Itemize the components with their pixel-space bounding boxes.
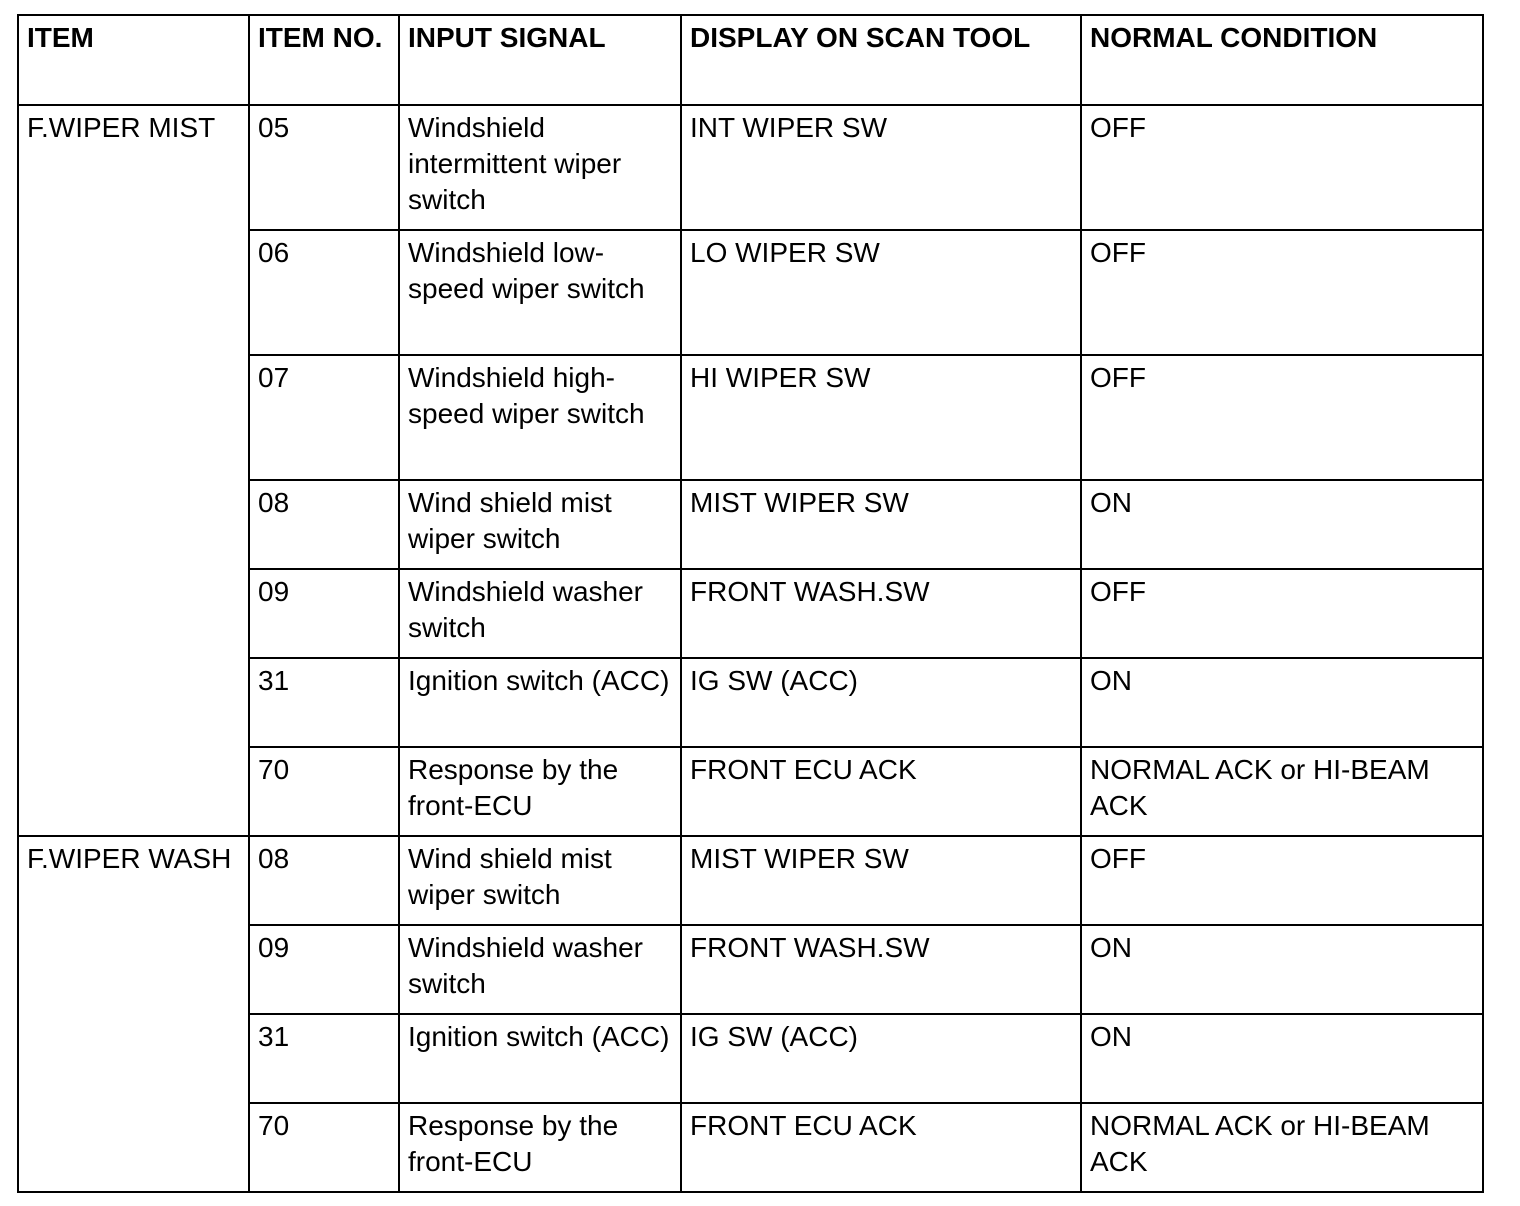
header-item: ITEM bbox=[18, 15, 249, 105]
input-signal: Response by the front-ECU bbox=[399, 1103, 681, 1192]
scan-display: FRONT ECU ACK bbox=[681, 747, 1081, 836]
scan-display: MIST WIPER SW bbox=[681, 480, 1081, 569]
item-no: 05 bbox=[249, 105, 399, 230]
scan-display: FRONT WASH.SW bbox=[681, 569, 1081, 658]
input-signal: Response by the front-ECU bbox=[399, 747, 681, 836]
item-no: 09 bbox=[249, 569, 399, 658]
header-row bbox=[18, 15, 1483, 105]
normal-condition: ON bbox=[1081, 480, 1483, 569]
normal-condition: OFF bbox=[1081, 105, 1483, 230]
normal-condition: OFF bbox=[1081, 569, 1483, 658]
normal-condition: OFF bbox=[1081, 355, 1483, 480]
item-no: 31 bbox=[249, 1014, 399, 1103]
item-no: 08 bbox=[249, 480, 399, 569]
scan-display: INT WIPER SW bbox=[681, 105, 1081, 230]
scan-display: MIST WIPER SW bbox=[681, 836, 1081, 925]
table-row bbox=[18, 836, 1483, 925]
input-signal: Ignition switch (ACC) bbox=[399, 1014, 681, 1103]
table-row bbox=[18, 105, 1483, 230]
normal-condition: OFF bbox=[1081, 230, 1483, 355]
scan-display: HI WIPER SW bbox=[681, 355, 1081, 480]
header-item-no: ITEM NO. bbox=[249, 15, 399, 105]
input-signal: Wind shield mist wiper switch bbox=[399, 836, 681, 925]
scan-display: IG SW (ACC) bbox=[681, 1014, 1081, 1103]
normal-condition: ON bbox=[1081, 925, 1483, 1014]
item-no: 70 bbox=[249, 747, 399, 836]
header-input-signal: INPUT SIGNAL bbox=[399, 15, 681, 105]
normal-condition: ON bbox=[1081, 1014, 1483, 1103]
data-monitor-table bbox=[17, 14, 1484, 1193]
scan-display: LO WIPER SW bbox=[681, 230, 1081, 355]
input-signal: Windshield intermittent wiper switch bbox=[399, 105, 681, 230]
scan-display: IG SW (ACC) bbox=[681, 658, 1081, 747]
normal-condition: OFF bbox=[1081, 836, 1483, 925]
item-no: 31 bbox=[249, 658, 399, 747]
item-no: 70 bbox=[249, 1103, 399, 1192]
item-no: 09 bbox=[249, 925, 399, 1014]
normal-condition: NORMAL ACK or HI-BEAM ACK bbox=[1081, 1103, 1483, 1192]
group-name: F.WIPER WASH bbox=[18, 836, 249, 1192]
item-no: 08 bbox=[249, 836, 399, 925]
input-signal: Windshield high-speed wiper switch bbox=[399, 355, 681, 480]
normal-condition: ON bbox=[1081, 658, 1483, 747]
input-signal: Wind shield mist wiper switch bbox=[399, 480, 681, 569]
normal-condition: NORMAL ACK or HI-BEAM ACK bbox=[1081, 747, 1483, 836]
header-display: DISPLAY ON SCAN TOOL bbox=[681, 15, 1081, 105]
input-signal: Windshield washer switch bbox=[399, 569, 681, 658]
input-signal: Ignition switch (ACC) bbox=[399, 658, 681, 747]
item-no: 07 bbox=[249, 355, 399, 480]
scan-display: FRONT ECU ACK bbox=[681, 1103, 1081, 1192]
group-name: F.WIPER MIST bbox=[18, 105, 249, 836]
input-signal: Windshield low-speed wiper switch bbox=[399, 230, 681, 355]
header-normal-condition: NORMAL CONDITION bbox=[1081, 15, 1483, 105]
scan-display: FRONT WASH.SW bbox=[681, 925, 1081, 1014]
input-signal: Windshield washer switch bbox=[399, 925, 681, 1014]
item-no: 06 bbox=[249, 230, 399, 355]
